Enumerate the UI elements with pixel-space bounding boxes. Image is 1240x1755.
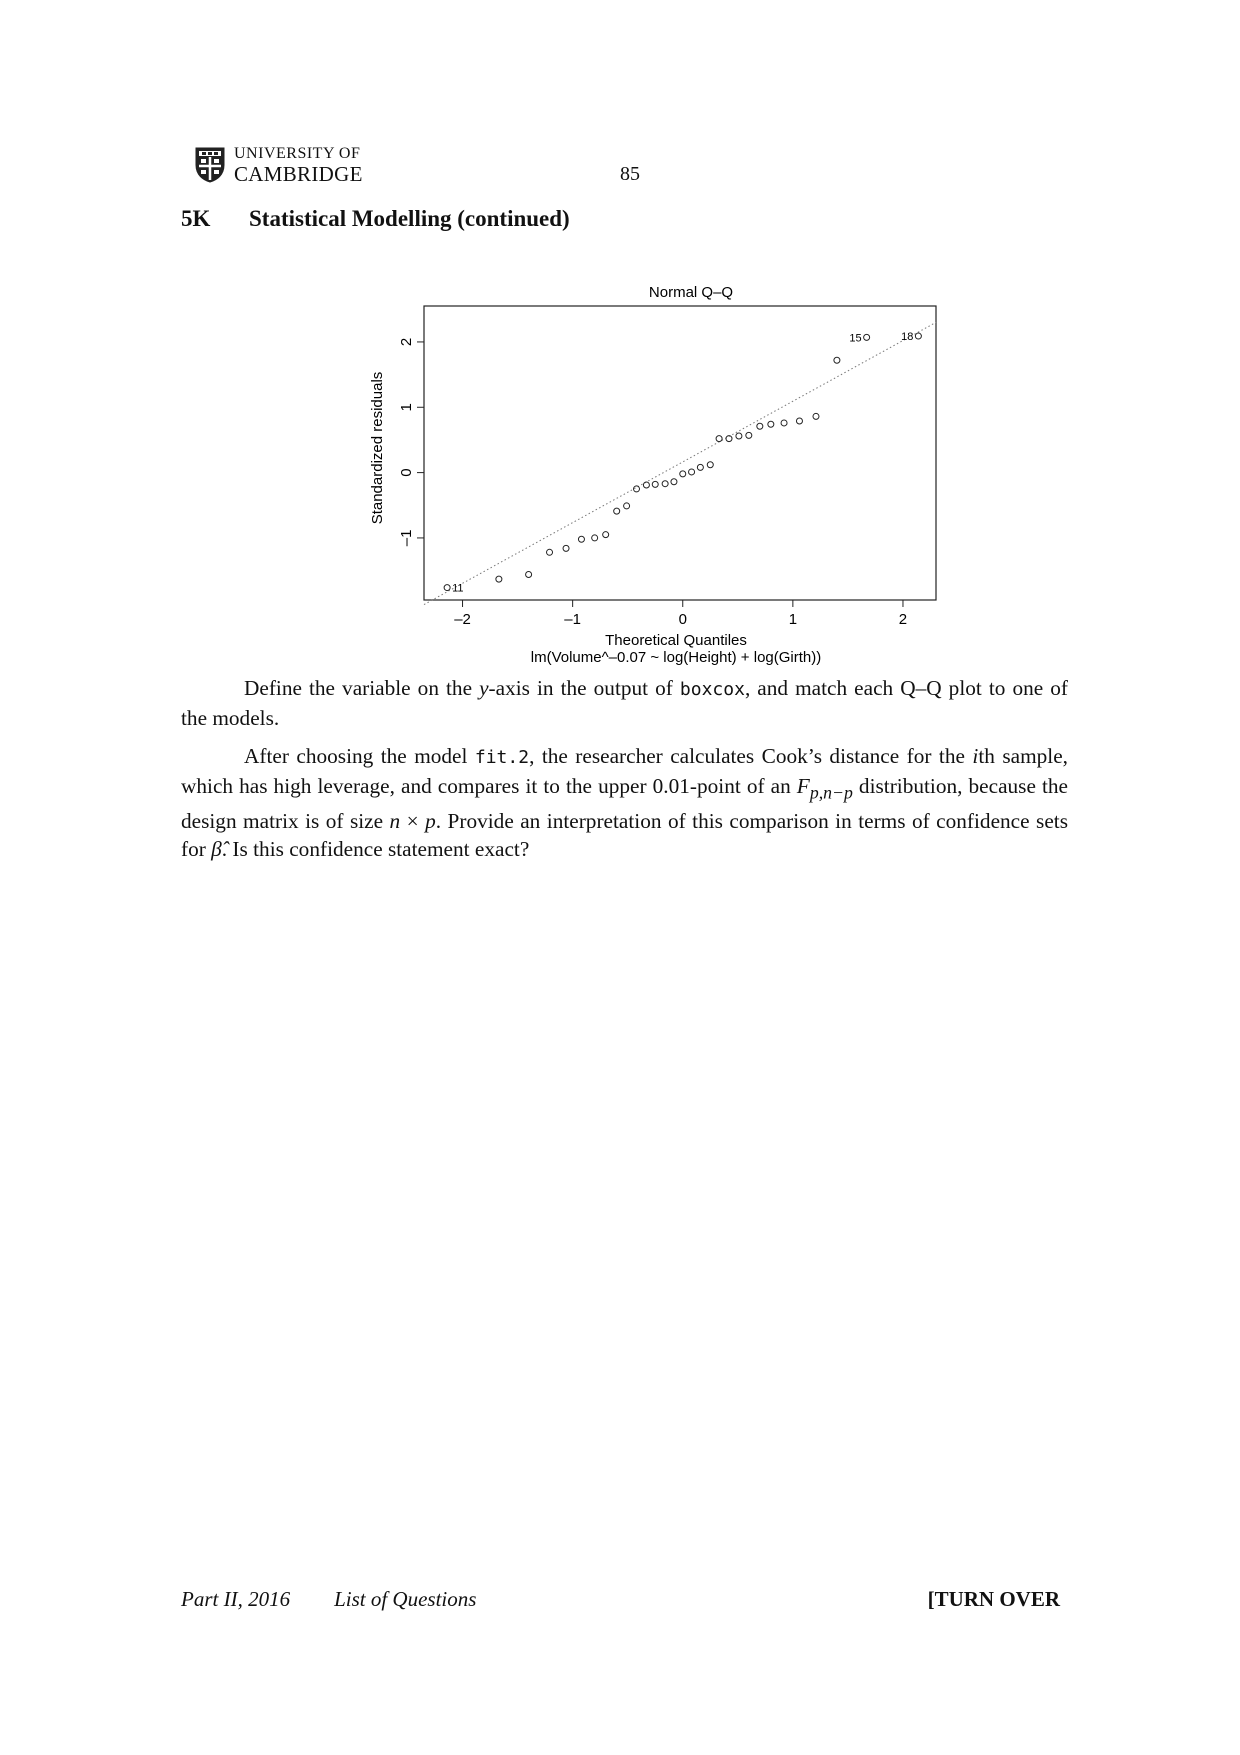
point-label: 18 (901, 331, 914, 344)
x-axis-label: Theoretical Quantiles (605, 632, 747, 649)
qq-point (707, 462, 713, 468)
question-number: 5K (181, 206, 211, 231)
p2-math-p: p (425, 808, 436, 833)
crest-icon (195, 147, 225, 183)
footer-left (181, 1587, 476, 1612)
qq-point (834, 357, 840, 363)
p2-code-fit2: fit.2 (474, 747, 530, 768)
qq-point (496, 576, 502, 582)
p2-text-b: , the researcher calculates Cook’s distance for the (529, 744, 973, 768)
university-logo (195, 145, 385, 185)
question-title: Statistical Modelling (continued) (249, 206, 570, 231)
logo-line-1: UNIVERSITY OF (234, 145, 361, 162)
footer-turn-over: [TURN OVER (927, 1587, 1060, 1611)
p2-math-beta-hat: β̂ (211, 837, 222, 862)
qq-plot (360, 278, 960, 682)
x-tick-label: 0 (678, 611, 687, 628)
question-heading (181, 206, 570, 232)
p2-text-e: . Provide an interpretation of this comparison in terms of confidence sets for (181, 808, 1068, 862)
point-label: 15 (849, 332, 862, 345)
model-formula-label: lm(Volume^–0.07 ~ log(Height) + log(Girth)) (530, 649, 822, 666)
y-tick-label: 2 (398, 337, 415, 347)
qq-point (697, 464, 703, 470)
qq-reference-line (424, 322, 936, 604)
p1-code-boxcox: boxcox (679, 679, 745, 700)
qq-point (444, 585, 450, 591)
p1-text-c: , and match each Q–Q plot to one of the models. (181, 676, 1068, 731)
x-tick-label: –2 (454, 611, 471, 628)
y-tick-label: 0 (398, 468, 415, 477)
y-axis-label: Standardized residuals (369, 371, 386, 525)
paragraph-2 (181, 742, 1068, 863)
p2-math-F: F (796, 774, 810, 799)
point-label: 11 (452, 582, 464, 595)
qq-point (757, 423, 763, 429)
p2-text-f: . Is this confidence statement exact? (221, 837, 530, 862)
p2-math-i: i (972, 744, 979, 768)
chart-title: Normal Q–Q (648, 284, 734, 301)
qq-point (671, 479, 677, 485)
p2-text-c: th sample, which has high leverage, and compares it to the upper 0.01-point of an (181, 744, 1068, 799)
p2-math-times: × (400, 808, 426, 833)
qq-point (547, 549, 553, 555)
qq-point (592, 535, 598, 541)
qq-point (526, 572, 532, 578)
qq-point (915, 333, 921, 339)
qq-point (781, 420, 787, 426)
qq-point (746, 432, 752, 438)
qq-point (680, 471, 686, 477)
qq-point (652, 481, 658, 487)
qq-point (796, 418, 802, 424)
p2-text-d: distribution, because the design matrix is of size (181, 774, 1068, 833)
qq-point (689, 469, 695, 475)
x-tick-label: 1 (788, 611, 798, 628)
qq-point (716, 436, 722, 442)
qq-plot-svg (360, 278, 960, 678)
plot-frame (424, 306, 936, 600)
qq-point (864, 334, 870, 340)
x-tick-label: 2 (898, 611, 908, 628)
p1-text-a: Define the variable on the (244, 676, 480, 700)
logo-line-2: CAMBRIDGE (234, 162, 363, 186)
x-tick-label: –1 (564, 611, 581, 628)
qq-point (768, 421, 774, 427)
paragraph-1 (181, 674, 1068, 733)
footer-list: List of Questions (334, 1587, 477, 1611)
p2-math-n: n (389, 808, 401, 833)
p2-math-F-subscript: p,n−p (809, 782, 853, 803)
qq-point (643, 482, 649, 488)
qq-point (736, 433, 742, 439)
p1-math-y: y (479, 676, 489, 700)
qq-point (603, 532, 609, 538)
p1-text-b: -axis in the output of (488, 676, 680, 700)
qq-point (563, 545, 569, 551)
qq-point (662, 481, 668, 487)
p2-text-a: After choosing the model (244, 744, 475, 768)
qq-point (624, 503, 630, 509)
y-tick-label: 1 (398, 403, 415, 412)
footer-part: Part II, 2016 (181, 1587, 291, 1611)
qq-point (578, 536, 584, 542)
y-tick-label: –1 (398, 529, 415, 547)
qq-point (614, 508, 620, 514)
page-number: 85 (620, 163, 640, 185)
qq-point (813, 413, 819, 419)
